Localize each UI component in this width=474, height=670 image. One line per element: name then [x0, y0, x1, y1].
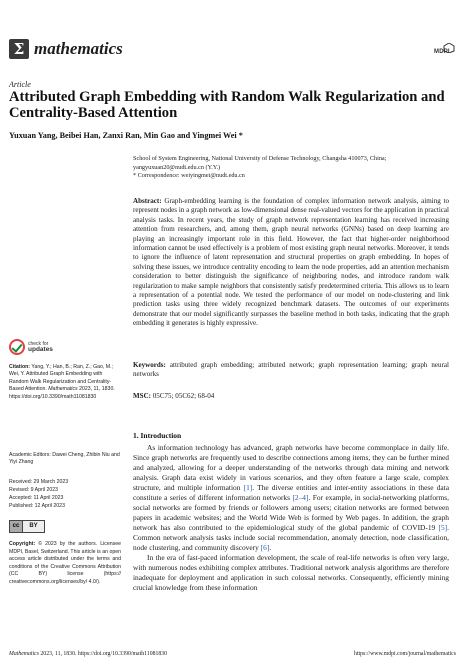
check-updates-text — [28, 341, 53, 353]
academic-editors: Academic Editors: Dawei Cheng, Zhibin Niu and Yiyi Zhang — [9, 452, 120, 466]
mdpi-wordmark: MDPI — [434, 49, 450, 55]
introduction-body — [133, 443, 449, 593]
citation-block — [9, 364, 121, 401]
keywords-text: attributed graph embedding; attributed network; graph representation learning; graph neural networks — [133, 361, 449, 379]
journal-name[interactable]: mathematics — [34, 39, 123, 58]
keywords-label: Keywords: — [133, 361, 166, 369]
intro-paragraph-2: In the era of fast-paced information development, the scale of real-life networks is often very large, with numerous nodes exhibiting complex attributes. Traditional network analysis algorithms are therefore inadequate for deployment and application in such colossal networks. Consequently, efficiently mining crucial knowledge from these information — [133, 553, 449, 592]
intro-text: . Common network analysis tasks include social recommendation, anomaly detection, node classification, node clustering, and community discovery — [133, 523, 449, 552]
intro-text: . — [269, 543, 272, 552]
article-dates — [9, 479, 121, 511]
msc-text: 05C75; 05C62; 68-04 — [152, 392, 215, 400]
citation-text: Yang, Y.; Han, B.; Ran, Z.; Gao, M.; Wei, Y. Attributed Graph Embedding with Random Walk Regularization and Centrality-Based Attention. — [9, 364, 114, 393]
reference-link[interactable]: [6] — [260, 543, 270, 552]
msc-codes — [133, 392, 449, 401]
sigma-icon: Σ — [13, 39, 25, 58]
abstract-text: Graph-embedding learning is the foundation of complex information network analysis, aiming to represent nodes in a graph network as low-dimensional dense real-valued vectors for the application in practical analysis tasks. In recent years, the study of graph network representation learning has received increasing attention from researchers, and, among them, graph neural networks (GNNs) based on deep learning are playing an increasingly important role in this field. However, the fact that higher-order neighborhood information cannot be used effectively is a problem of most existing graph neural networks. Moreover, it tends to ignore the influence of latent representation and structural properties on graph embedding. In hopes of solving these issues, we introduce centrality encoding to learn the node properties, add an attention mechanism consideration to better distinguish the significance of neighboring nodes, and introduce random walk regularization to make sample neighbors that consistently satisfy predetermined criteria. This allows us to learn a representation of a potential node. We tested the performance of our model on node-clustering and link prediction tasks using three widely recognized benchmark datasets. The outcomes of our experiments demonstrate that our model significantly surpasses the baseline method in both tasks, indicating that the graph embedding it generates is highly expressive. — [133, 197, 450, 328]
affiliation-line: School of System Engineering, National University of Defense Technology, Changsha 410073, China; — [133, 155, 387, 162]
footer-doi: 2023, 11, 1830. https://doi.org/10.3390/math11081830 — [40, 651, 168, 657]
reference-link[interactable]: [2–4] — [292, 493, 309, 502]
affiliation-email[interactable]: yangyuxuan20@nudt.edu.cn (Y.Y.) — [133, 163, 221, 171]
keywords — [133, 361, 449, 380]
citation-label: Citation: — [9, 364, 31, 370]
reference-link[interactable]: [5] — [438, 523, 448, 532]
cc-icon: cc — [10, 521, 23, 532]
copyright-text: © 2023 by the authors. Licensee MDPI, Basel, Switzerland. This article is an open access article distributed under the terms and conditions of the Creative Commons Attribution (CC BY) license (https:// creativecommons.org/licenses/by/ 4.0/). — [9, 541, 121, 585]
author-list[interactable]: Yuxuan Yang, Beibei Han, Zanxi Ran, Min Gao and Yingmei Wei * — [9, 131, 243, 140]
published-date: Published: 12 April 2023 — [9, 502, 65, 509]
intro-text: . The diverse entities and inter-entity associations in these data constitute a series of different information networks — [133, 483, 450, 502]
footer-journal: Mathematics — [9, 651, 39, 657]
article-title: Attributed Graph Embedding with Random Walk Regularization and Centrality-Based Attention — [9, 89, 445, 121]
cc-by-license-badge[interactable] — [9, 520, 45, 533]
intro-text: As information technology has advanced, graph networks have become commonplace in daily life. Since graph networks are frequently used to describe connections among items, they can be further mined and analyzed, allowing for a deeper understanding of the networks through data mining and network analysis. Graph data exist widely in various scenarios, and they often feature a large scale, complex structure, and multiple information — [133, 443, 449, 492]
citation-journal: Mathematics — [48, 386, 78, 393]
footer-journal-url[interactable]: https://www.mdpi.com/journal/mathematics — [353, 651, 456, 657]
check-updates-top: check for — [28, 341, 49, 347]
footer-citation[interactable] — [9, 651, 167, 657]
check-updates-badge[interactable] — [9, 338, 79, 356]
affiliations — [133, 155, 453, 181]
intro-text: . For example, in social-networking platforms, social networks are formed by friends or followers among users; citation networks are formed between papers in academic websites; and the World Wide Web is formed by Web pages. In addition, the graph network has also contributed to the epidemiological study of the global pandemic of COVID-19 — [133, 493, 449, 532]
journal-logo — [9, 39, 29, 59]
msc-label: MSC: — [133, 392, 152, 400]
revised-date: Revised: 9 April 2023 — [9, 486, 59, 493]
intro-paragraph-1 — [133, 443, 449, 553]
section-heading-introduction: 1. Introduction — [133, 431, 182, 440]
article-type: Article — [9, 80, 31, 89]
check-updates-bottom: updates — [28, 346, 53, 353]
by-icon: BY — [29, 523, 38, 529]
check-updates-icon — [9, 339, 25, 355]
correspondence-line[interactable]: * Correspondence: weiyingmei@nudt.edu.cn — [133, 172, 245, 180]
citation-doi[interactable]: 2023, 11, 1830. https://doi.org/10.3390/math11081830 — [9, 386, 115, 400]
reference-link[interactable]: [1] — [243, 483, 253, 492]
accepted-date: Accepted: 11 April 2023 — [9, 494, 64, 501]
copyright-notice — [9, 541, 121, 587]
copyright-label: Copyright: — [9, 541, 36, 547]
abstract — [133, 197, 449, 329]
received-date: Received: 29 March 2023 — [9, 479, 69, 485]
mdpi-logo[interactable] — [434, 40, 464, 58]
abstract-label: Abstract: — [133, 197, 162, 205]
